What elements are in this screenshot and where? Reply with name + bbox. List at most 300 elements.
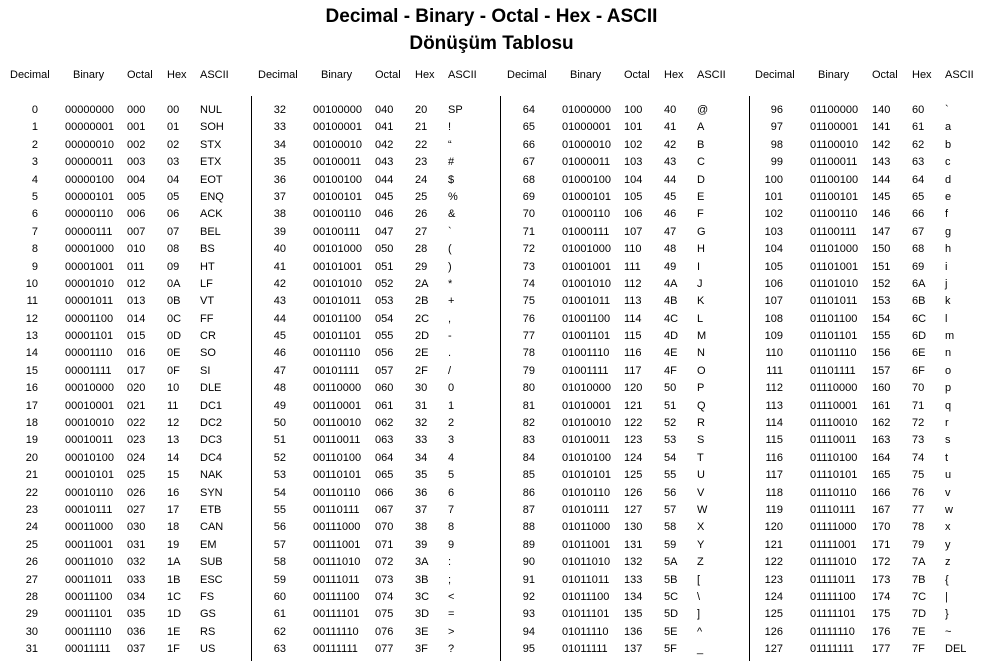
hex-cell: 03 (167, 156, 180, 169)
binary-cell: 01111011 (810, 573, 856, 586)
table-row (12, 467, 237, 484)
table-row (260, 102, 485, 119)
table-row (12, 537, 237, 554)
decimal-cell: 90 (522, 556, 535, 569)
decimal-cell: 11 (26, 295, 38, 308)
binary-cell: 00100100 (313, 173, 362, 186)
binary-cell: 00101101 (313, 330, 362, 343)
table-row (260, 276, 485, 293)
decimal-cell: 79 (522, 364, 535, 377)
table-row (509, 380, 734, 397)
ascii-cell: ` (945, 104, 949, 116)
binary-cell: 01000010 (562, 138, 611, 151)
header-binary: Binary (73, 69, 105, 81)
octal-cell: 116 (624, 347, 642, 360)
ascii-cell: F (697, 208, 704, 221)
octal-cell: 153 (872, 295, 891, 308)
octal-cell: 105 (624, 190, 643, 203)
table-row (509, 572, 734, 589)
hex-cell: 14 (167, 451, 180, 464)
decimal-cell: 34 (273, 138, 286, 151)
decimal-cell: 53 (273, 469, 286, 482)
ascii-cell: 1 (448, 399, 455, 412)
binary-cell: 00111101 (313, 608, 360, 621)
hex-cell: 15 (167, 469, 180, 482)
ascii-cell: DC4 (200, 451, 223, 464)
table-row (12, 345, 237, 362)
ascii-cell: { (945, 573, 949, 586)
octal-cell: 177 (872, 643, 891, 656)
hex-cell: 3D (415, 608, 430, 621)
hex-cell: 52 (664, 417, 677, 430)
hex-cell: 35 (415, 469, 428, 482)
binary-cell: 01101001 (810, 260, 859, 273)
ascii-cell: d (945, 173, 952, 186)
octal-cell: 012 (127, 277, 146, 290)
decimal-cell: 9 (31, 260, 38, 273)
table-row (260, 450, 485, 467)
hex-cell: 6D (912, 330, 927, 343)
ascii-cell: # (448, 156, 455, 169)
hex-cell: 1E (167, 625, 181, 638)
ascii-cell: E (697, 190, 705, 203)
decimal-cell: 0 (31, 104, 38, 116)
octal-cell: 150 (872, 243, 891, 256)
octal-cell: 062 (375, 417, 394, 430)
binary-cell: 00111111 (313, 643, 358, 656)
octal-cell: 056 (375, 347, 394, 360)
octal-cell: 151 (872, 260, 891, 273)
ascii-cell: a (945, 121, 952, 134)
table-header (260, 67, 485, 83)
binary-cell: 01110101 (810, 469, 858, 482)
ascii-cell: ACK (200, 208, 223, 221)
hex-cell: 5F (664, 643, 677, 656)
table-row (509, 293, 734, 310)
decimal-cell: 51 (273, 434, 286, 447)
binary-cell: 01000100 (562, 173, 611, 186)
hex-cell: 47 (664, 225, 677, 238)
decimal-cell: 92 (522, 590, 535, 603)
hex-cell: 07 (167, 225, 180, 238)
table-row (12, 589, 237, 606)
octal-cell: 026 (127, 486, 146, 499)
table-row (757, 467, 982, 484)
hex-cell: 7B (912, 573, 926, 586)
decimal-cell: 74 (522, 277, 535, 290)
octal-cell: 077 (375, 643, 394, 656)
header-decimal: Decimal (10, 69, 50, 81)
octal-cell: 023 (127, 434, 146, 447)
table-row (509, 624, 734, 641)
table-row (260, 311, 485, 328)
hex-cell: 34 (415, 451, 428, 464)
octal-cell: 140 (872, 104, 891, 116)
header-hex: Hex (167, 69, 187, 81)
decimal-cell: 45 (273, 330, 286, 343)
ascii-cell: SUB (200, 556, 223, 569)
hex-cell: 4C (664, 312, 679, 325)
decimal-cell: 63 (273, 643, 286, 656)
ascii-cell: HT (200, 260, 215, 273)
hex-cell: 6C (912, 312, 927, 325)
decimal-cell: 116 (765, 451, 783, 464)
hex-cell: 72 (912, 417, 925, 430)
decimal-cell: 38 (273, 208, 286, 221)
octal-cell: 003 (127, 156, 146, 169)
table-row (757, 554, 982, 571)
hex-cell: 05 (167, 190, 180, 203)
binary-cell: 01111110 (810, 625, 855, 638)
table-row (509, 137, 734, 154)
hex-cell: 6F (912, 364, 925, 377)
binary-cell: 00001011 (65, 295, 114, 308)
binary-cell: 00110100 (313, 451, 362, 464)
ascii-cell: H (697, 243, 705, 256)
ascii-cell: NUL (200, 104, 223, 116)
table-row (260, 502, 485, 519)
hex-cell: 49 (664, 260, 677, 273)
octal-cell: 005 (127, 190, 146, 203)
table-row (509, 415, 734, 432)
decimal-cell: 104 (764, 243, 783, 256)
hex-cell: 50 (664, 382, 677, 395)
hex-cell: 22 (415, 138, 428, 151)
table-row (757, 398, 982, 415)
hex-cell: 25 (415, 190, 428, 203)
octal-cell: 133 (624, 573, 643, 586)
table-row (757, 276, 982, 293)
table-row (757, 519, 982, 536)
decimal-cell: 85 (522, 469, 535, 482)
octal-cell: 013 (127, 295, 146, 308)
hex-cell: 10 (167, 382, 180, 395)
binary-cell: 01100101 (810, 190, 859, 203)
octal-cell: 147 (872, 225, 891, 238)
hex-cell: 75 (912, 469, 925, 482)
table-row (12, 154, 237, 171)
octal-cell: 164 (872, 451, 891, 464)
ascii-cell: p (945, 382, 952, 395)
ascii-cell: n (945, 347, 952, 360)
ascii-cell: 9 (448, 538, 455, 551)
binary-cell: 00110110 (313, 486, 361, 499)
octal-cell: 044 (375, 173, 394, 186)
octal-cell: 143 (872, 156, 891, 169)
table-row (12, 450, 237, 467)
binary-cell: 01110011 (810, 434, 857, 447)
octal-cell: 042 (375, 138, 394, 151)
binary-cell: 01111101 (810, 608, 856, 621)
binary-cell: 00011111 (65, 643, 111, 656)
table-row (260, 606, 485, 623)
hex-cell: 1C (167, 590, 182, 603)
binary-cell: 00101001 (313, 260, 362, 273)
ascii-cell: \ (697, 590, 701, 603)
decimal-cell: 69 (522, 190, 535, 203)
decimal-cell: 72 (522, 243, 535, 256)
octal-cell: 010 (127, 243, 146, 256)
table-row (509, 311, 734, 328)
binary-cell: 00100001 (313, 121, 362, 134)
octal-cell: 110 (624, 243, 642, 256)
hex-cell: 6E (912, 347, 926, 360)
ascii-cell: x (945, 521, 951, 534)
octal-cell: 067 (375, 503, 394, 516)
table-row (757, 485, 982, 502)
table-row (260, 519, 485, 536)
table-row (757, 606, 982, 623)
decimal-cell: 60 (273, 590, 286, 603)
hex-cell: 2A (415, 277, 429, 290)
octal-cell: 076 (375, 625, 394, 638)
decimal-cell: 17 (25, 399, 38, 412)
ascii-cell: > (448, 625, 455, 638)
ascii-cell: RS (200, 625, 216, 638)
decimal-cell: 55 (273, 503, 286, 516)
table-row (757, 432, 982, 449)
table-row (260, 537, 485, 554)
decimal-cell: 43 (273, 295, 286, 308)
hex-cell: 7E (912, 625, 926, 638)
decimal-cell: 70 (522, 208, 535, 221)
table-row (260, 154, 485, 171)
decimal-cell: 123 (764, 573, 783, 586)
header-binary: Binary (321, 69, 353, 81)
table-row (509, 206, 734, 223)
hex-cell: 62 (912, 138, 925, 151)
header-decimal: Decimal (258, 69, 298, 81)
ascii-cell: } (945, 608, 949, 621)
binary-cell: 01001010 (562, 277, 611, 290)
octal-cell: 142 (872, 138, 891, 151)
octal-cell: 004 (127, 173, 146, 186)
hex-cell: 40 (664, 104, 677, 116)
binary-cell: 00101110 (313, 347, 361, 360)
binary-cell: 00110010 (313, 417, 362, 430)
decimal-cell: 71 (522, 225, 535, 238)
binary-cell: 01000110 (562, 208, 611, 221)
ascii-cell: T (697, 451, 704, 464)
table-row (260, 259, 485, 276)
binary-cell: 01001111 (562, 364, 609, 377)
binary-cell: 01010110 (562, 486, 611, 499)
hex-cell: 12 (167, 417, 180, 430)
binary-cell: 01100001 (810, 121, 859, 134)
decimal-cell: 27 (25, 573, 38, 586)
table-row (260, 224, 485, 241)
binary-cell: 01100100 (810, 173, 859, 186)
octal-cell: 071 (375, 538, 394, 551)
table-row (509, 345, 734, 362)
decimal-cell: 42 (273, 277, 286, 290)
column-separator (749, 96, 750, 661)
hex-cell: 3E (415, 625, 429, 638)
decimal-cell: 28 (25, 590, 38, 603)
hex-cell: 45 (664, 190, 677, 203)
binary-cell: 00000110 (65, 208, 114, 221)
hex-cell: 4E (664, 347, 678, 360)
octal-cell: 063 (375, 434, 394, 447)
decimal-cell: 40 (273, 243, 286, 256)
binary-cell: 01001001 (562, 260, 611, 273)
table-row (509, 467, 734, 484)
hex-cell: 26 (415, 208, 428, 221)
decimal-cell: 26 (25, 556, 38, 569)
table-row (260, 363, 485, 380)
octal-cell: 123 (624, 434, 643, 447)
binary-cell: 00111100 (313, 590, 360, 603)
octal-cell: 124 (624, 451, 643, 464)
hex-cell: 56 (664, 486, 677, 499)
decimal-cell: 75 (522, 295, 535, 308)
decimal-cell: 107 (764, 295, 783, 308)
decimal-cell: 13 (25, 330, 38, 343)
binary-cell: 01111111 (810, 643, 855, 656)
octal-cell: 064 (375, 451, 394, 464)
octal-cell: 016 (127, 347, 146, 360)
binary-cell: 00100111 (313, 225, 361, 238)
hex-cell: 2B (415, 295, 429, 308)
hex-cell: 0B (167, 295, 181, 308)
binary-cell: 00001000 (65, 243, 114, 256)
decimal-cell: 94 (522, 625, 535, 638)
hex-cell: 44 (664, 173, 677, 186)
table-row (757, 189, 982, 206)
table-row (757, 293, 982, 310)
hex-cell: 58 (664, 521, 677, 534)
octal-cell: 053 (375, 295, 394, 308)
decimal-cell: 115 (765, 434, 783, 447)
hex-cell: 48 (664, 243, 677, 256)
octal-cell: 015 (127, 330, 146, 343)
octal-cell: 052 (375, 277, 394, 290)
octal-cell: 027 (127, 503, 146, 516)
ascii-cell: - (448, 330, 452, 343)
octal-cell: 074 (375, 590, 394, 603)
table-row (12, 328, 237, 345)
decimal-cell: 62 (273, 625, 286, 638)
binary-cell: 00110111 (313, 503, 360, 516)
decimal-cell: 86 (522, 486, 535, 499)
octal-cell: 166 (872, 486, 891, 499)
octal-cell: 014 (127, 312, 146, 325)
ascii-cell: q (945, 399, 952, 412)
hex-cell: 28 (415, 243, 428, 256)
table-header (509, 67, 734, 83)
decimal-cell: 118 (765, 486, 783, 499)
decimal-cell: 121 (764, 538, 783, 551)
binary-cell: 01100000 (810, 104, 859, 116)
binary-cell: 00010010 (65, 417, 114, 430)
table-row (757, 206, 982, 223)
hex-cell: 00 (167, 104, 180, 116)
table-row (509, 450, 734, 467)
octal-cell: 061 (375, 399, 394, 412)
binary-cell: 00000111 (65, 225, 113, 238)
decimal-cell: 82 (522, 417, 535, 430)
binary-cell: 00101010 (313, 277, 362, 290)
hex-cell: 2C (415, 312, 430, 325)
hex-cell: 5B (664, 573, 678, 586)
hex-cell: 36 (415, 486, 428, 499)
binary-cell: 01100011 (810, 156, 858, 169)
ascii-cell: 5 (448, 469, 455, 482)
ascii-cell: r (945, 417, 949, 430)
binary-cell: 01110110 (810, 486, 857, 499)
decimal-cell: 16 (25, 382, 38, 395)
octal-cell: 152 (872, 277, 891, 290)
binary-cell: 01001101 (562, 330, 611, 343)
decimal-cell: 14 (25, 347, 38, 360)
octal-cell: 141 (872, 121, 891, 134)
ascii-cell: v (945, 486, 951, 499)
decimal-cell: 81 (522, 399, 535, 412)
hex-cell: 63 (912, 156, 925, 169)
ascii-cell: h (945, 243, 952, 256)
octal-cell: 055 (375, 330, 394, 343)
hex-cell: 70 (912, 382, 925, 395)
binary-cell: 01100010 (810, 138, 859, 151)
decimal-cell: 78 (522, 347, 535, 360)
decimal-cell: 30 (25, 625, 38, 638)
binary-cell: 00101000 (313, 243, 362, 256)
ascii-cell: S (697, 434, 705, 447)
table-row (509, 276, 734, 293)
binary-cell: 00100110 (313, 208, 362, 221)
binary-cell: 00010001 (65, 399, 114, 412)
binary-cell: 01100110 (810, 208, 858, 221)
table-row (509, 502, 734, 519)
table-row (12, 572, 237, 589)
hex-cell: 13 (167, 434, 180, 447)
ascii-cell: VT (200, 295, 215, 308)
decimal-cell: 33 (273, 121, 286, 134)
binary-cell: 00111010 (313, 556, 361, 569)
ascii-cell: GS (200, 608, 216, 621)
table-row (260, 554, 485, 571)
decimal-cell: 76 (522, 312, 535, 325)
header-ascii: ASCII (200, 69, 229, 81)
table-row (509, 102, 734, 119)
table-row (757, 154, 982, 171)
hex-cell: 1F (167, 643, 180, 656)
decimal-cell: 37 (273, 190, 286, 203)
binary-cell: 00000101 (65, 190, 114, 203)
table-row (757, 589, 982, 606)
header-hex: Hex (664, 69, 684, 81)
hex-cell: 11 (167, 399, 179, 412)
binary-cell: 01111001 (810, 538, 857, 551)
table-row (260, 137, 485, 154)
ascii-cell: SYN (200, 486, 223, 499)
octal-cell: 043 (375, 156, 394, 169)
hex-cell: 2E (415, 347, 429, 360)
page-title: Decimal - Binary - Octal - Hex - ASCII (325, 6, 658, 27)
hex-cell: 7D (912, 608, 927, 621)
octal-cell: 162 (872, 417, 891, 430)
octal-cell: 174 (872, 590, 891, 603)
decimal-cell: 44 (273, 312, 286, 325)
octal-cell: 145 (872, 190, 891, 203)
ascii-cell: + (448, 295, 455, 308)
table-row (12, 485, 237, 502)
decimal-cell: 112 (765, 382, 783, 395)
decimal-cell: 77 (522, 330, 535, 343)
hex-cell: 27 (415, 225, 428, 238)
table-row (757, 172, 982, 189)
octal-cell: 120 (624, 382, 643, 395)
